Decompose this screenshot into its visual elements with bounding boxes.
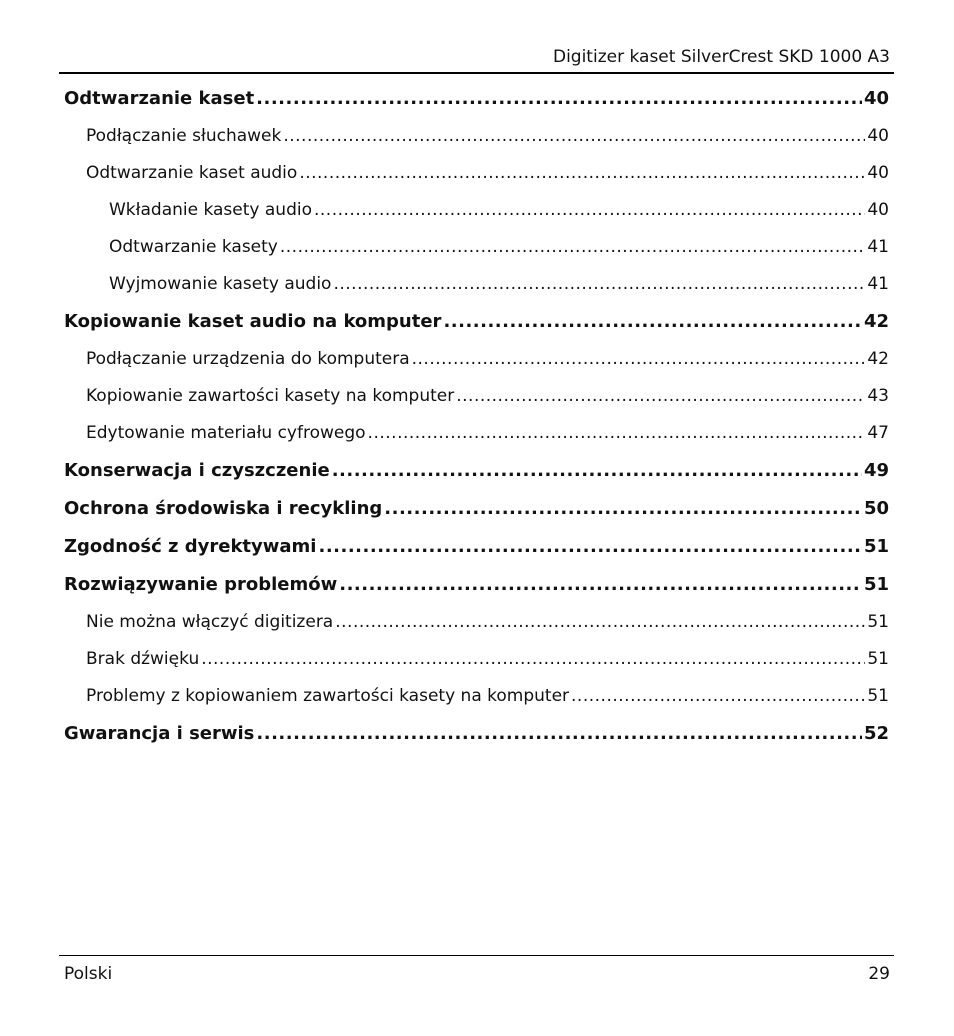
toc-entry-page: 47 [867,423,889,443]
toc-entry-page: 52 [863,723,889,744]
toc-dot-leader [368,415,866,452]
toc-dot-leader [332,452,862,490]
toc-entry[interactable] [64,341,889,378]
toc-entry-page: 51 [863,574,889,595]
toc-dot-leader [318,528,861,566]
toc-entry[interactable] [64,566,889,604]
toc-dot-leader [299,155,865,192]
toc-entry[interactable] [64,155,889,192]
toc-entry-title: Wyjmowanie kasety audio [109,274,332,294]
toc-entry-page: 40 [863,88,889,109]
toc-entry[interactable] [64,604,889,641]
toc-dot-leader [314,192,865,229]
toc-entry-page: 51 [863,536,889,557]
toc-dot-leader [443,303,862,341]
footer-page-number: 29 [868,964,890,984]
toc-dot-leader [256,715,862,753]
toc-entry-title: Rozwiązywanie problemów [64,574,338,595]
toc-entry-title: Kopiowanie zawartości kasety na komputer [86,386,455,406]
toc-entry-page: 43 [867,386,889,406]
toc-dot-leader [256,80,862,118]
toc-entry[interactable] [64,678,889,715]
toc-entry-title: Brak dźwięku [86,649,200,669]
toc-entry[interactable] [64,528,889,566]
toc-entry-title: Edytowanie materiału cyfrowego [86,423,366,443]
toc-entry-page: 40 [867,200,889,220]
toc-entry-page: 42 [863,311,889,332]
toc-dot-leader [384,490,862,528]
toc-entry-page: 51 [867,612,889,632]
toc-entry-title: Kopiowanie kaset audio na komputer [64,311,442,332]
header-rule [59,72,894,74]
toc-dot-leader [571,678,865,715]
toc-entry-page: 40 [867,163,889,183]
toc-dot-leader [333,266,865,303]
toc-dot-leader [456,378,865,415]
toc-entry-title: Ochrona środowiska i recykling [64,498,383,519]
toc-entry[interactable] [64,452,889,490]
toc-dot-leader [335,604,865,641]
toc-entry-page: 50 [863,498,889,519]
toc-entry-title: Problemy z kopiowaniem zawartości kasety na komputer [86,686,570,706]
toc-entry-page: 42 [867,349,889,369]
toc-entry-page: 40 [867,126,889,146]
toc-entry-page: 51 [867,686,889,706]
toc-entry[interactable] [64,415,889,452]
toc-entry-title: Odtwarzanie kaset audio [86,163,298,183]
toc-entry-title: Odtwarzanie kasety [109,237,278,257]
toc-entry-title: Gwarancja i serwis [64,723,255,744]
toc-entry-title: Podłączanie słuchawek [86,126,282,146]
toc-entry[interactable] [64,266,889,303]
toc-entry[interactable] [64,490,889,528]
toc-entry-title: Zgodność z dyrektywami [64,536,317,557]
toc-dot-leader [280,229,866,266]
toc-entry[interactable] [64,303,889,341]
toc-entry-page: 41 [867,274,889,294]
toc-entry[interactable] [64,229,889,266]
toc-entry[interactable] [64,80,889,118]
toc-entry-title: Konserwacja i czyszczenie [64,460,330,481]
toc-dot-leader [412,341,866,378]
toc-entry[interactable] [64,118,889,155]
footer-language: Polski [64,964,113,984]
toc-entry-page: 41 [867,237,889,257]
toc-entry-title: Nie można włączyć digitizera [86,612,334,632]
toc-entry[interactable] [64,378,889,415]
toc-dot-leader [201,641,865,678]
toc-entry[interactable] [64,192,889,229]
toc-entry[interactable] [64,715,889,753]
toc-entry-page: 49 [863,460,889,481]
toc-entry[interactable] [64,641,889,678]
toc-dot-leader [339,566,862,604]
footer-rule [59,955,894,956]
toc-entry-page: 51 [867,649,889,669]
toc-dot-leader [283,118,865,155]
toc-entry-title: Podłączanie urządzenia do komputera [86,349,410,369]
table-of-contents [64,80,889,753]
document-header-title: Digitizer kaset SilverCrest SKD 1000 A3 [552,47,890,67]
toc-entry-title: Wkładanie kasety audio [109,200,312,220]
toc-entry-title: Odtwarzanie kaset [64,88,255,109]
